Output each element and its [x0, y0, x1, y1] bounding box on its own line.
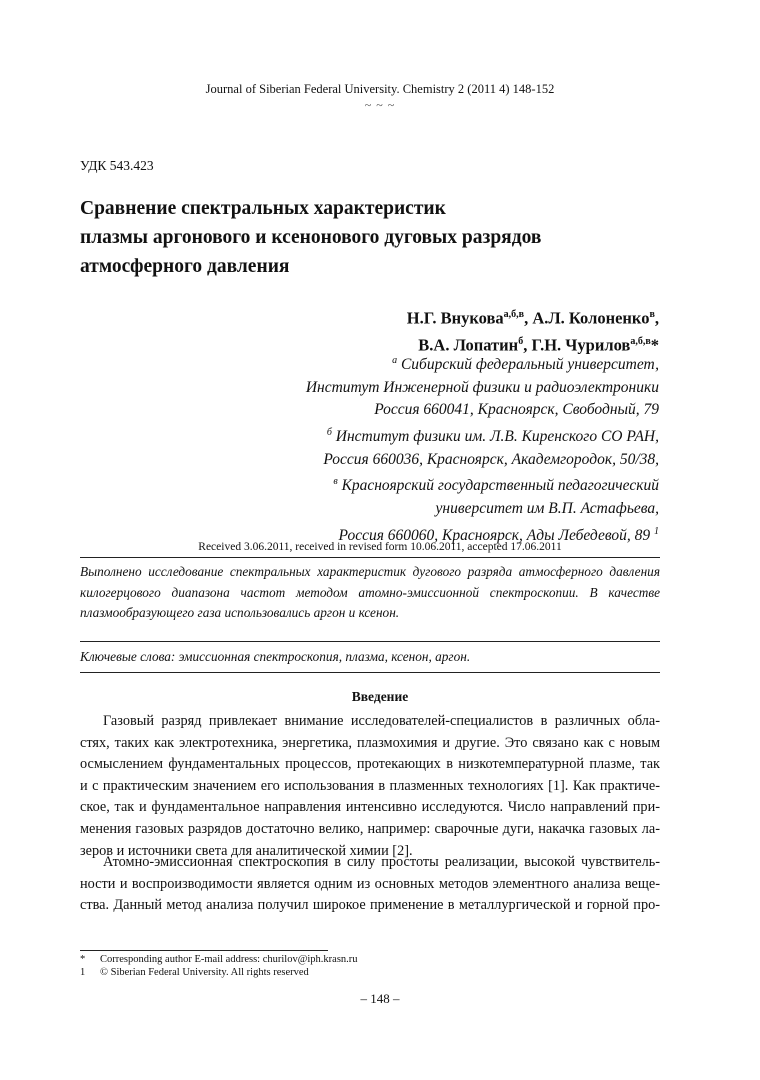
affiliation-text: Красноярский государственный педагогический — [341, 477, 659, 495]
affiliation-line — [306, 399, 659, 422]
text-line: Газовый разряд привлекает внимание исследователей-специалистов в различных обла- — [103, 713, 660, 729]
keywords: Ключевые слова: эмиссионная спектроскопия, плазма, ксенон, аргон. — [80, 649, 471, 664]
affiliation-line — [306, 422, 659, 449]
affiliation-line — [306, 498, 659, 521]
body-paragraph — [80, 711, 660, 862]
title-line: плазмы аргонового и ксенонового дуговых разрядов — [80, 227, 542, 248]
author-name: А.Л. Колоненко — [532, 308, 650, 328]
affiliation-text: университет им В.П. Астафьева, — [435, 500, 659, 518]
affiliation-text: Сибирский федеральный университет, — [400, 356, 659, 374]
text-line: зеров и источники света для аналитической химии [2]. — [80, 842, 413, 859]
abstract: Выполнено исследование спектральных характеристик дугового разряда атмосферного давления килогерцового диапазона частот методом атомно-эмиссионной спектроскопии. В качестве плазмообразующего газа использовались аргон и ксенон. — [80, 564, 660, 620]
text-line: и с практическим значением его использования в плазменных технологиях [1]. Как практиче- — [80, 777, 660, 794]
affiliation-text: Россия 660060, Красноярск, Ады Лебедевой, 89 — [338, 526, 651, 544]
affiliation-line — [306, 471, 659, 498]
author-name: Н.Г. Внукова — [406, 308, 504, 328]
footnote-text: © Siberian Federal University. All rights reserved — [100, 967, 309, 978]
author-separator: , — [523, 335, 532, 354]
abstract-bottom-rule — [80, 672, 660, 673]
affiliations — [306, 350, 659, 547]
paper-title — [80, 194, 680, 281]
affiliation-text: Институт физики им. Л.В. Киренского СО РАН, — [335, 428, 659, 446]
footnote-text: Corresponding author E-mail address: churilov@iph.krasn.ru — [100, 954, 358, 965]
author-affil-mark: б — [518, 335, 524, 347]
received-dates: Received 3.06.2011, received in revised form 10.06.2011, accepted 17.06.2011 — [198, 541, 562, 553]
footnote — [80, 966, 309, 979]
udk-code: УДК 543.423 — [80, 158, 154, 173]
affiliation-text: Россия 660036, Красноярск, Академгородок, 50/38, — [323, 450, 659, 468]
title-line: Сравнение спектральных характеристик — [80, 198, 446, 219]
affil-mark: а — [392, 355, 398, 366]
footnote-rule — [80, 950, 328, 951]
author-affil-mark: а,б,в — [630, 335, 651, 347]
journal-header: Journal of Siberian Federal University. Chemistry 2 (2011 4) 148-152 — [205, 82, 555, 96]
author-name: В.А. Лопатин — [418, 335, 519, 354]
author-separator: , — [524, 308, 533, 328]
author-line — [407, 303, 659, 330]
affiliation-text: Институт Инженерной физики и радиоэлектроники — [305, 378, 659, 396]
text-line: ства. Данный метод анализа получил широкое применение в металлургической и горной про- — [80, 897, 660, 914]
text-line: ское, так и фундаментальное направления интенсивно исследуются. Число направлений при- — [80, 799, 660, 816]
footnote-ref: 1 — [654, 525, 659, 537]
title-line: атмосферного давления — [80, 256, 290, 277]
text-line: стях, таких как электротехника, энергетика, плазмохимия и другие. Это связано как с новым — [80, 734, 660, 751]
footnote-mark: 1 — [80, 967, 86, 978]
page-number: – 148 – — [360, 991, 400, 1006]
body-paragraph — [80, 852, 660, 917]
affiliation-line — [306, 449, 659, 472]
footnote — [80, 953, 358, 966]
affiliation-line — [306, 377, 659, 400]
affil-mark: б — [326, 426, 332, 438]
abstract-top-rule — [80, 557, 660, 558]
affiliation-text: Россия 660041, Красноярск, Свободный, 79 — [374, 401, 659, 419]
keywords-rule — [80, 641, 660, 642]
author-list — [407, 303, 659, 356]
footnote-mark: * — [80, 954, 86, 965]
section-heading: Введение — [351, 689, 409, 704]
header-separator: ~ ~ ~ — [364, 98, 396, 112]
author-affil-mark: а,б,в — [503, 309, 525, 320]
text-line: менения газовых разрядов достаточно велико, например: сварочные дуги, накачка газовых ла- — [80, 820, 660, 837]
text-line: осмыслением фундаментальных процессов, протекающих в низкотемпературной плазме, так — [80, 756, 660, 773]
author-separator: , — [654, 308, 659, 328]
author-affil-mark: в — [649, 309, 655, 320]
corresponding-mark: * — [650, 335, 659, 354]
affiliation-line — [306, 350, 659, 377]
text-line: ности и воспроизводимости является одним из основных методов элементного анализа веще- — [80, 875, 660, 892]
author-name: Г.Н. Чурилов — [531, 335, 631, 354]
text-line: Атомно-эмиссионная спектроскопия в силу простоты реализации, высокой чувствитель- — [103, 854, 660, 870]
affil-mark: в — [333, 476, 338, 488]
